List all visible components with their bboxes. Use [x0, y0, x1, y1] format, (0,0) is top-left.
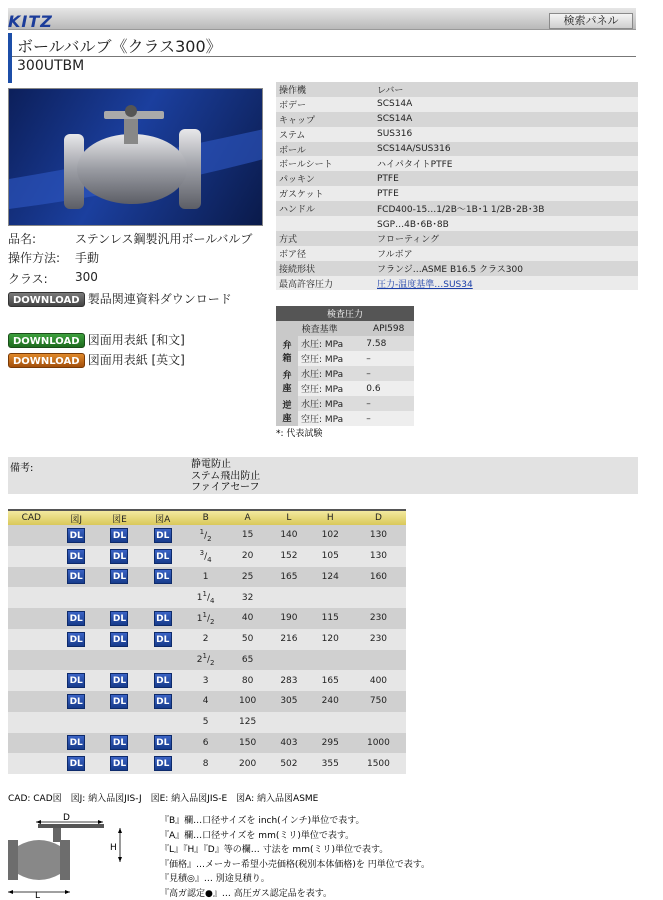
dl-download-button[interactable]: DL — [110, 569, 128, 584]
drawing-ja-label[interactable]: 図面用表紙 [和文] — [87, 333, 185, 347]
download-cell — [55, 629, 98, 650]
size-d-cell — [351, 587, 406, 608]
size-d-cell — [351, 650, 406, 671]
spec-key: ボア径 — [276, 246, 374, 261]
size-d-cell: 400 — [351, 670, 406, 691]
page-title: ボールバルブ《クラス300》 — [17, 37, 222, 56]
size-h-cell: 120 — [310, 629, 351, 650]
size-b-whole: 2 — [202, 634, 209, 645]
size-h-cell: 115 — [310, 608, 351, 629]
pressure-temp-link[interactable]: 圧力-温度基準…SUS34 — [377, 279, 473, 290]
note-item: 『高ガ認定●』… 高圧ガス認定品を表す。 — [160, 888, 332, 899]
cad-cell — [8, 629, 55, 650]
size-b-numerator: 1 — [199, 527, 205, 536]
size-d-cell: 230 — [351, 629, 406, 650]
spec-value: PTFE — [374, 171, 638, 186]
pressure-value: – — [363, 351, 414, 366]
pressure-key: 空圧: MPa — [298, 411, 363, 426]
cad-cell — [8, 608, 55, 629]
class-label: クラス: — [8, 272, 48, 286]
remark-item: ファイアセーフ — [191, 482, 260, 493]
download-cell — [55, 712, 98, 733]
size-b-cell — [184, 670, 227, 691]
spec-key: ガスケット — [276, 186, 374, 201]
dl-download-button[interactable]: DL — [154, 735, 172, 750]
dims-row — [8, 733, 406, 754]
spec-row — [276, 171, 638, 186]
pressure-key: 空圧: MPa — [298, 381, 363, 396]
size-l-cell — [268, 587, 309, 608]
dims-row — [8, 691, 406, 712]
cad-cell — [8, 753, 55, 774]
dl-download-button[interactable]: DL — [154, 549, 172, 564]
kitz-logo[interactable]: KITZ — [8, 12, 53, 31]
pressure-value: – — [363, 366, 414, 381]
download-cell — [98, 546, 141, 567]
download-cell — [98, 650, 141, 671]
dl-download-button[interactable]: DL — [110, 694, 128, 709]
size-b-whole: 1 — [202, 571, 209, 582]
dims-header: A — [227, 510, 268, 525]
size-l-cell: 502 — [268, 753, 309, 774]
download-cell — [55, 525, 98, 546]
cad-cell — [8, 525, 55, 546]
spec-value: SCS14A — [374, 112, 638, 127]
note-item: 『見積◎』… 別途見積り。 — [160, 874, 270, 885]
download-drawing-en[interactable] — [8, 351, 185, 368]
size-l-cell: 216 — [268, 629, 309, 650]
cad-cell — [8, 670, 55, 691]
dl-download-button[interactable]: DL — [67, 632, 85, 647]
size-b-cell — [184, 567, 227, 588]
pressure-value: 0.6 — [363, 381, 414, 396]
download-related[interactable] — [8, 290, 232, 307]
dl-download-button[interactable]: DL — [110, 611, 128, 626]
spec-value: SUS316 — [374, 127, 638, 142]
size-a-cell: 125 — [227, 712, 268, 733]
spec-row — [276, 142, 638, 157]
download-cell — [55, 546, 98, 567]
download-cell — [55, 608, 98, 629]
size-b-cell — [184, 691, 227, 712]
size-b-cell: $^1/_2$ — [184, 525, 227, 546]
note-item: 『L』『H』『D』等の欄… 寸法を mm(ミリ)単位で表す。 — [160, 845, 389, 856]
download-badge[interactable]: DOWNLOAD — [8, 292, 85, 307]
download-cell — [98, 753, 141, 774]
download-cell — [55, 587, 98, 608]
spec-value: SGP…4B･6B･8B — [374, 216, 638, 231]
download-cell — [98, 691, 141, 712]
size-d-cell: 230 — [351, 608, 406, 629]
cad-cell — [8, 587, 55, 608]
download-cell — [141, 691, 184, 712]
size-l-cell: 305 — [268, 691, 309, 712]
dl-download-button[interactable]: DL — [154, 569, 172, 584]
pressure-key: 水圧: MPa — [298, 396, 363, 411]
download-cell — [141, 753, 184, 774]
download-cell — [55, 733, 98, 754]
dl-download-button[interactable]: DL — [67, 528, 85, 543]
dims-row — [8, 629, 406, 650]
title-divider — [12, 56, 636, 57]
method-value: 手動 — [75, 251, 100, 265]
size-b-whole: 3 — [202, 675, 209, 686]
download-cell — [141, 567, 184, 588]
spec-key: パッキン — [276, 171, 374, 186]
diagram-h-label: H — [110, 843, 117, 853]
size-l-cell: 403 — [268, 733, 309, 754]
size-a-cell: 20 — [227, 546, 268, 567]
pressure-title: 検査圧力 — [276, 306, 414, 321]
pressure-footnote: *: 代表試験 — [276, 429, 323, 439]
download-cell — [141, 629, 184, 650]
spec-row — [276, 276, 638, 291]
size-a-cell: 200 — [227, 753, 268, 774]
pressure-row — [276, 336, 414, 351]
size-l-cell: 283 — [268, 670, 309, 691]
download-cell — [141, 587, 184, 608]
size-d-cell: 130 — [351, 546, 406, 567]
download-cell — [141, 733, 184, 754]
dimension-table — [8, 509, 406, 774]
size-b-cell: $^3/_4$ — [184, 546, 227, 567]
size-b-numerator: 1 — [202, 652, 207, 661]
remark-item: 静電防止 — [191, 459, 231, 470]
size-b-denominator: 4 — [207, 555, 212, 564]
size-a-cell: 80 — [227, 670, 268, 691]
size-d-cell: 160 — [351, 567, 406, 588]
spec-row — [276, 82, 638, 97]
standard-value: API598 — [363, 321, 414, 336]
dims-row — [8, 525, 406, 546]
remarks-panel — [8, 457, 638, 494]
pressure-row — [276, 396, 414, 411]
size-b-cell — [184, 712, 227, 733]
size-h-cell: 355 — [310, 753, 351, 774]
size-h-cell: 165 — [310, 670, 351, 691]
spec-row — [276, 127, 638, 142]
dl-download-button[interactable]: DL — [154, 611, 172, 626]
dims-row — [8, 567, 406, 588]
size-b-denominator: 2 — [210, 659, 215, 668]
cad-cell — [8, 546, 55, 567]
dl-download-button[interactable]: DL — [110, 673, 128, 688]
note-item: 『A』欄…口径サイズを mm(ミリ)単位で表す。 — [160, 830, 355, 841]
dl-download-button[interactable]: DL — [67, 735, 85, 750]
spec-key: 方式 — [276, 231, 374, 246]
diagram-d-label: D — [63, 813, 70, 823]
size-h-cell: 240 — [310, 691, 351, 712]
pressure-value: – — [363, 411, 414, 426]
dims-header: CAD — [8, 510, 55, 525]
dl-download-button[interactable]: DL — [154, 632, 172, 647]
size-h-cell — [310, 712, 351, 733]
spec-key: 操作機 — [276, 82, 374, 97]
download-drawing-ja[interactable] — [8, 331, 185, 348]
size-d-cell: 1500 — [351, 753, 406, 774]
spec-value: PTFE — [374, 186, 638, 201]
size-b-whole: 4 — [202, 696, 209, 707]
size-b-whole: 2 — [196, 655, 203, 666]
dims-row — [8, 587, 406, 608]
standard-label: 検査基準 — [276, 321, 363, 336]
download-cell — [98, 608, 141, 629]
dl-download-button[interactable]: DL — [154, 694, 172, 709]
spec-row — [276, 97, 638, 112]
size-b-whole: 8 — [202, 758, 209, 769]
download-badge[interactable]: DOWNLOAD — [8, 333, 85, 348]
spec-row — [276, 261, 638, 276]
size-l-cell — [268, 712, 309, 733]
search-panel-button[interactable]: 検索パネル — [549, 13, 633, 29]
spec-key: キャップ — [276, 112, 374, 127]
legend-line: CAD: CAD図 図J: 納入品図JIS-J 図E: 納入品図JIS-E 図A: 納入品図ASME — [8, 794, 319, 804]
dl-download-button[interactable]: DL — [154, 528, 172, 543]
pressure-group: 弁座 — [276, 366, 298, 396]
dl-download-button[interactable]: DL — [110, 632, 128, 647]
dims-header: B — [184, 510, 227, 525]
dims-header: 図A — [141, 510, 184, 525]
dims-header: 図J — [55, 510, 98, 525]
spec-row — [276, 112, 638, 127]
spec-value[interactable] — [374, 276, 638, 291]
spec-key: ハンドル — [276, 201, 374, 216]
dl-download-button[interactable]: DL — [67, 756, 85, 771]
dl-download-button[interactable]: DL — [67, 611, 85, 626]
pressure-value: 7.58 — [363, 336, 414, 351]
size-a-cell: 40 — [227, 608, 268, 629]
cad-cell — [8, 650, 55, 671]
download-cell — [141, 650, 184, 671]
size-l-cell: 165 — [268, 567, 309, 588]
size-b-whole: 6 — [202, 737, 209, 748]
size-b-numerator: 1 — [202, 590, 207, 599]
download-cell — [55, 753, 98, 774]
size-a-cell: 32 — [227, 587, 268, 608]
spec-key: ステム — [276, 127, 374, 142]
size-a-cell: 15 — [227, 525, 268, 546]
method-label: 操作方法: — [8, 251, 61, 265]
pressure-key: 水圧: MPa — [298, 336, 363, 351]
dims-row — [8, 670, 406, 691]
drawing-en-label[interactable]: 図面用表紙 [英文] — [87, 353, 185, 367]
download-cell — [98, 567, 141, 588]
pressure-group: 弁箱 — [276, 336, 298, 366]
size-b-whole: 5 — [202, 717, 209, 728]
download-cell — [98, 525, 141, 546]
size-b-denominator: 2 — [210, 617, 215, 626]
dl-download-button[interactable]: DL — [110, 528, 128, 543]
download-cell — [141, 712, 184, 733]
size-l-cell — [268, 650, 309, 671]
size-l-cell: 190 — [268, 608, 309, 629]
size-d-cell: 750 — [351, 691, 406, 712]
spec-key: 接続形状 — [276, 261, 374, 276]
model-code: 300UTBM — [17, 58, 85, 74]
size-b-whole: 1 — [196, 593, 203, 604]
spec-value: フランジ…ASME B16.5 クラス300 — [374, 261, 638, 276]
dims-row — [8, 608, 406, 629]
dl-download-button[interactable]: DL — [67, 549, 85, 564]
size-b-denominator: 4 — [210, 597, 215, 606]
valve-dimension-diagram — [8, 812, 148, 898]
size-h-cell: 105 — [310, 546, 351, 567]
size-l-cell: 152 — [268, 546, 309, 567]
download-cell — [141, 670, 184, 691]
download-cell — [98, 629, 141, 650]
download-cell — [98, 733, 141, 754]
spec-key: ボデー — [276, 97, 374, 112]
ball-valve-image — [9, 89, 263, 226]
dl-download-button[interactable]: DL — [154, 756, 172, 771]
download-cell — [98, 712, 141, 733]
dims-row — [8, 650, 406, 671]
dims-header: 図E — [98, 510, 141, 525]
remark-item: ステム飛出防止 — [191, 470, 261, 482]
spec-key: 最高許容圧力 — [276, 276, 374, 291]
download-cell — [55, 567, 98, 588]
dl-download-button[interactable]: DL — [67, 673, 85, 688]
size-b-numerator: 1 — [202, 610, 207, 619]
spec-row — [276, 201, 638, 216]
size-a-cell: 150 — [227, 733, 268, 754]
spec-value: ハイパタイトPTFE — [374, 156, 638, 171]
size-a-cell: 50 — [227, 629, 268, 650]
spec-row — [276, 216, 638, 231]
remarks-label: 備考: — [10, 463, 34, 474]
download-cell — [141, 608, 184, 629]
size-b-cell: $2^1/_2$ — [184, 650, 227, 671]
spec-key: ボール — [276, 142, 374, 157]
download-cell — [141, 525, 184, 546]
spec-row — [276, 156, 638, 171]
size-b-denominator: 2 — [207, 534, 212, 543]
spec-row — [276, 186, 638, 201]
spec-value: SCS14A/SUS316 — [374, 142, 638, 157]
dl-download-button[interactable]: DL — [154, 673, 172, 688]
size-a-cell: 65 — [227, 650, 268, 671]
download-badge[interactable]: DOWNLOAD — [8, 353, 85, 368]
note-item: 『価格』…メーカー希望小売価格(税別本体価格)を 円単位で表す。 — [160, 859, 430, 870]
download-related-label[interactable]: 製品関連資料ダウンロード — [87, 292, 232, 306]
download-cell — [98, 670, 141, 691]
spec-value: FCD400-15…1/2B～1B･1 1/2B･2B･3B — [374, 201, 638, 216]
dims-row — [8, 712, 406, 733]
notes-list — [160, 814, 430, 900]
size-h-cell: 102 — [310, 525, 351, 546]
dims-row — [8, 546, 406, 567]
size-b-cell: $1^1/_2$ — [184, 608, 227, 629]
size-b-cell: $1^1/_4$ — [184, 587, 227, 608]
size-a-cell: 100 — [227, 691, 268, 712]
size-h-cell: 124 — [310, 567, 351, 588]
dims-header: D — [351, 510, 406, 525]
pressure-group: 逆座 — [276, 396, 298, 426]
spec-row — [276, 246, 638, 261]
name-value: ステンレス鋼製汎用ボールバルブ — [75, 232, 253, 246]
size-h-cell: 295 — [310, 733, 351, 754]
size-d-cell — [351, 712, 406, 733]
spec-value: レバー — [374, 82, 638, 97]
spec-table — [276, 82, 638, 290]
dl-download-button[interactable]: DL — [67, 694, 85, 709]
dims-row — [8, 753, 406, 774]
spec-key: ボールシート — [276, 156, 374, 171]
download-cell — [55, 650, 98, 671]
pressure-row — [276, 366, 414, 381]
cad-cell — [8, 567, 55, 588]
size-b-numerator: 3 — [199, 548, 205, 557]
note-item: 『B』欄…口径サイズを inch(インチ)単位で表す。 — [160, 816, 365, 826]
dl-download-button[interactable]: DL — [67, 569, 85, 584]
class-value: 300 — [75, 270, 98, 284]
cad-cell — [8, 691, 55, 712]
size-b-cell — [184, 753, 227, 774]
dl-download-button[interactable]: DL — [110, 735, 128, 750]
size-h-cell — [310, 587, 351, 608]
diagram-l-label: L — [35, 891, 41, 898]
pressure-table — [276, 306, 414, 426]
dims-header: H — [310, 510, 351, 525]
name-label: 品名: — [8, 232, 37, 246]
cad-cell — [8, 712, 55, 733]
size-b-whole: 1 — [196, 613, 203, 624]
pressure-key: 水圧: MPa — [298, 366, 363, 381]
spec-value: フローティング — [374, 231, 638, 246]
cad-cell — [8, 733, 55, 754]
spec-value: フルボア — [374, 246, 638, 261]
size-d-cell: 1000 — [351, 733, 406, 754]
dl-download-button[interactable]: DL — [110, 549, 128, 564]
download-cell — [141, 546, 184, 567]
download-cell — [55, 691, 98, 712]
spec-value: SCS14A — [374, 97, 638, 112]
spec-key — [276, 216, 374, 231]
download-cell — [98, 587, 141, 608]
size-l-cell: 140 — [268, 525, 309, 546]
pressure-value: – — [363, 396, 414, 411]
dims-header: L — [268, 510, 309, 525]
size-h-cell — [310, 650, 351, 671]
header-bar — [8, 8, 636, 30]
size-b-cell — [184, 629, 227, 650]
size-b-cell — [184, 733, 227, 754]
spec-row — [276, 231, 638, 246]
size-a-cell: 25 — [227, 567, 268, 588]
download-cell — [55, 670, 98, 691]
dl-download-button[interactable]: DL — [110, 756, 128, 771]
product-photo — [8, 88, 263, 226]
pressure-key: 空圧: MPa — [298, 351, 363, 366]
size-d-cell: 130 — [351, 525, 406, 546]
remarks-lines — [191, 459, 260, 494]
